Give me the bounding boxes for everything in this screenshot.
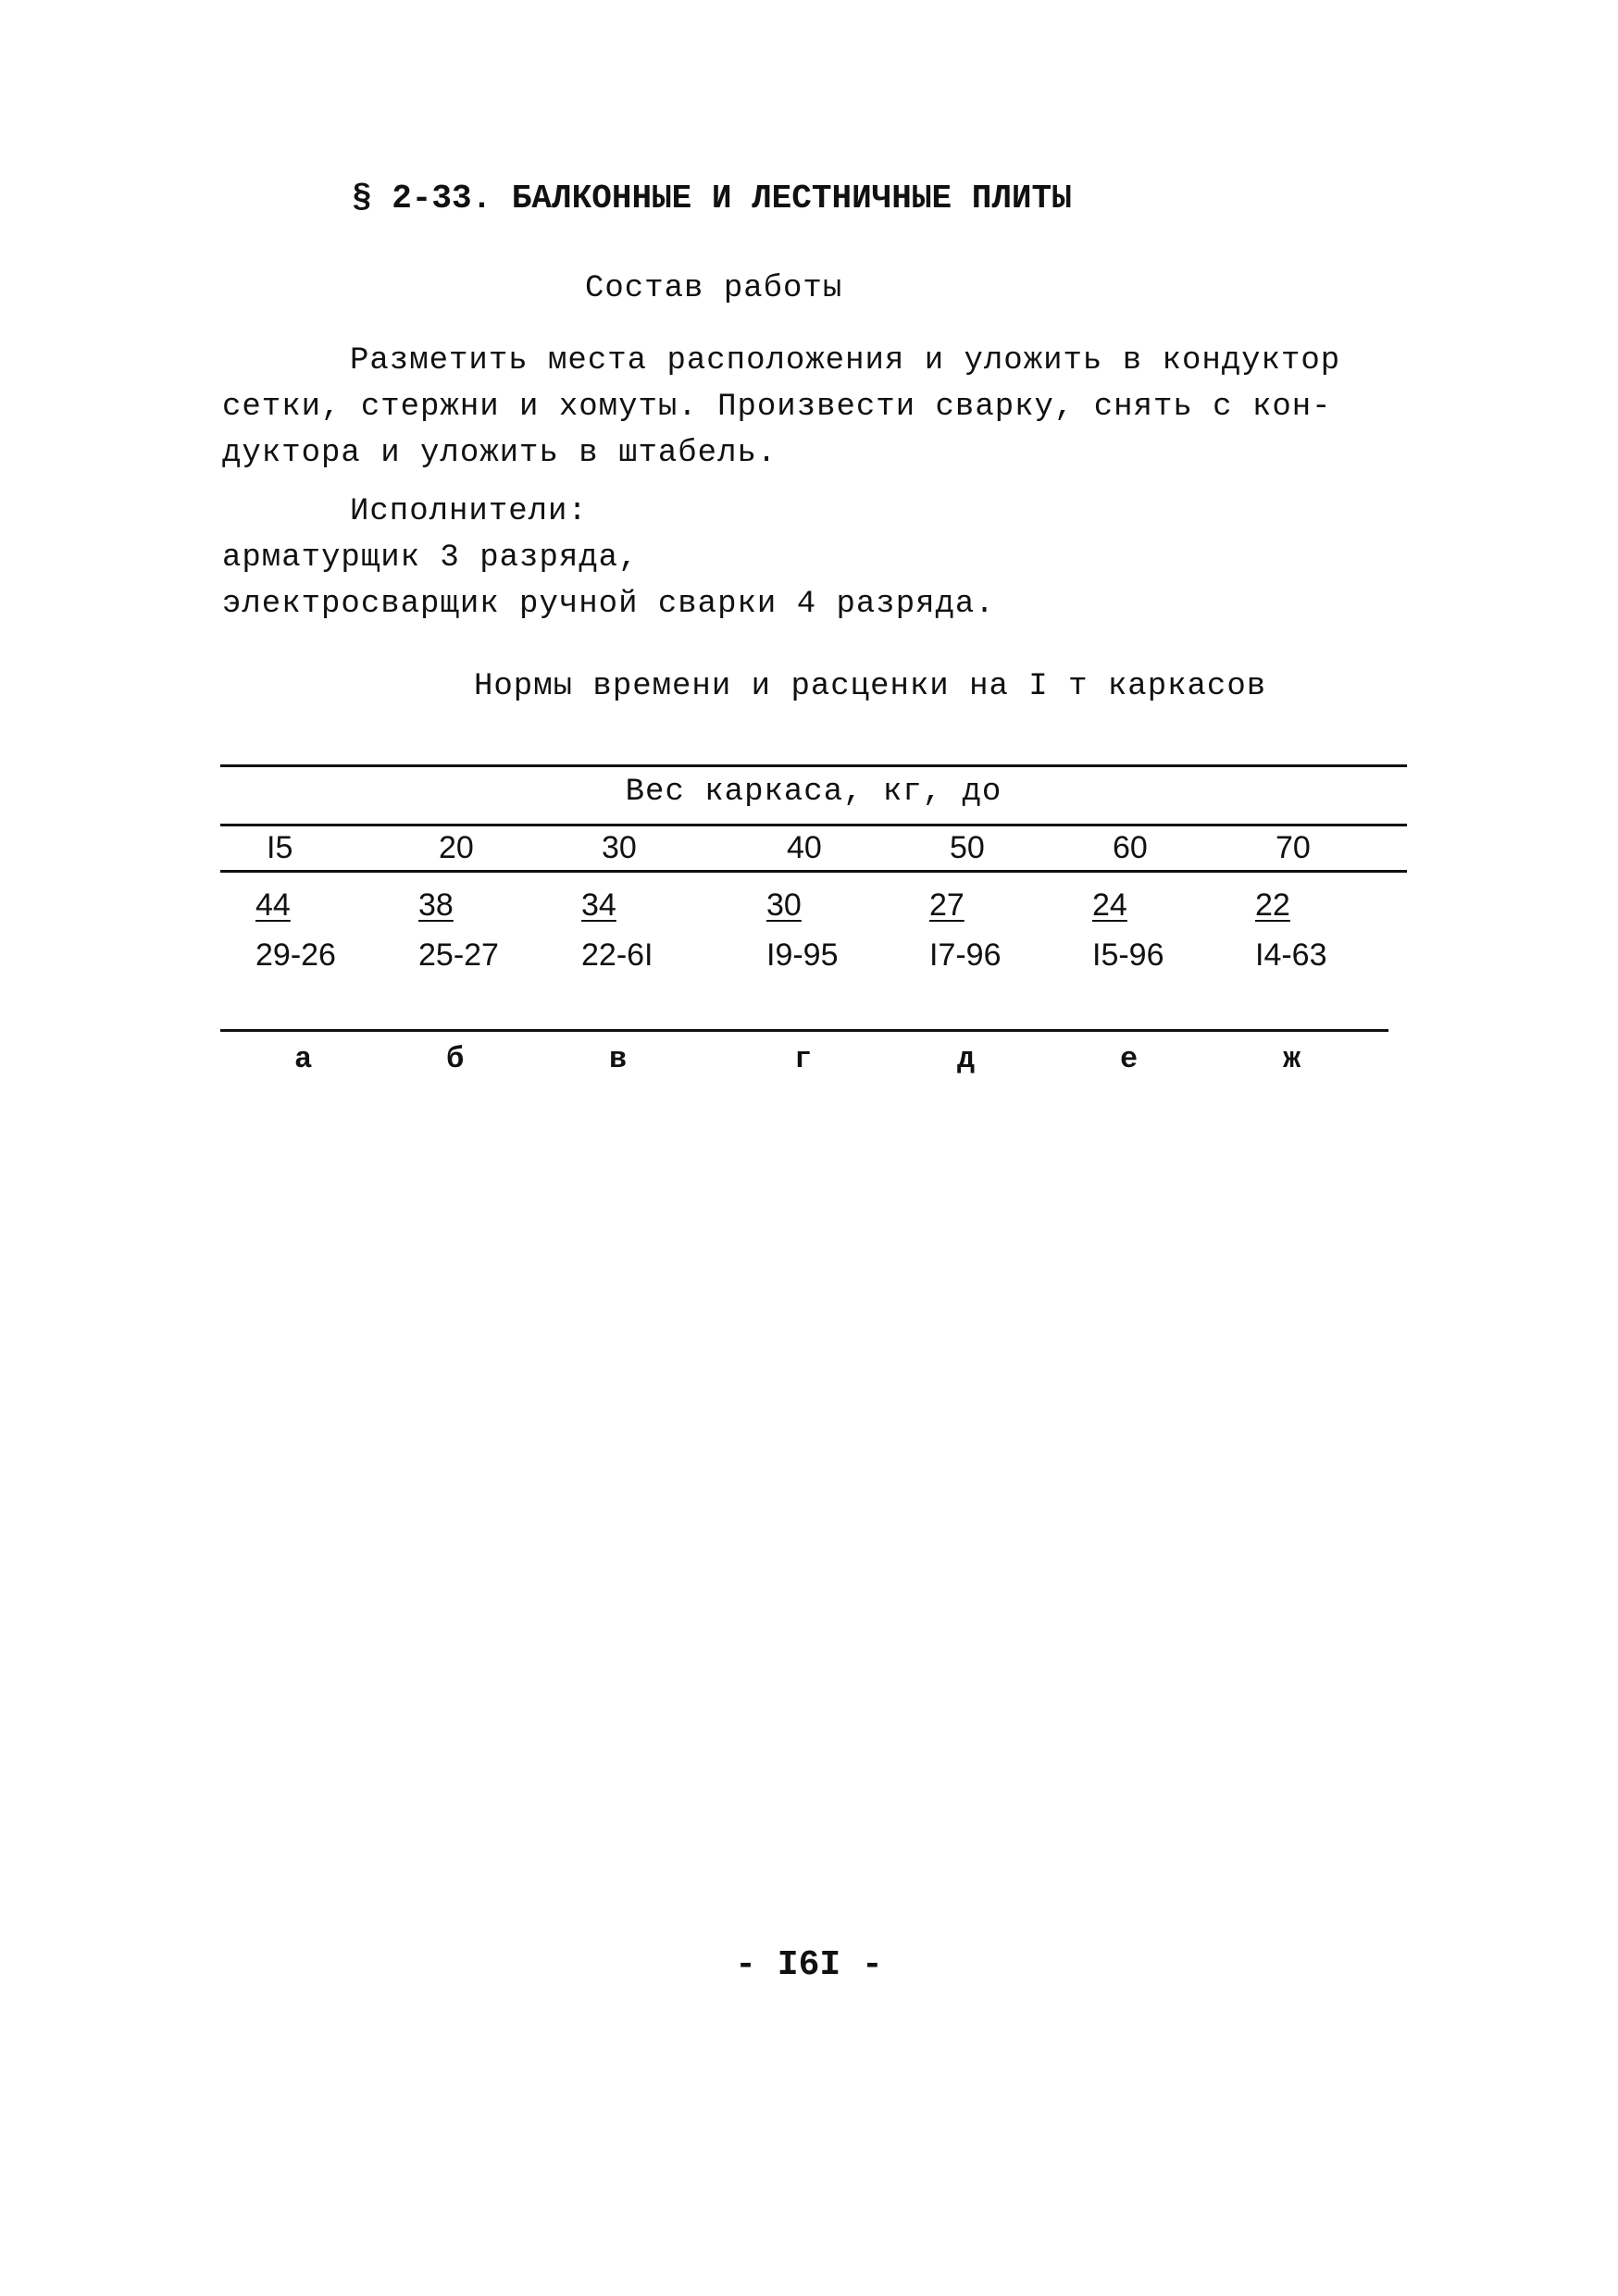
table-column xyxy=(766,0,905,1111)
work-composition-title: Состав работы xyxy=(585,271,843,306)
section-heading: § 2-33. БАЛКОННЫЕ И ЛЕСТНИЧНЫЕ ПЛИТЫ xyxy=(352,180,1072,217)
weight-cell: I5 xyxy=(267,830,293,865)
work-composition-line: Разметить места расположения и уложить в кондуктор xyxy=(350,343,1341,379)
rate-cell: I9-95 xyxy=(766,937,839,973)
time-norm-cell: 27 xyxy=(929,887,965,923)
rate-cell: I5-96 xyxy=(1092,937,1164,973)
time-norm-cell: 30 xyxy=(766,887,802,923)
time-norm-cell: 22 xyxy=(1255,887,1290,923)
rate-cell: 22-6I xyxy=(581,937,653,973)
rate-cell: I4-63 xyxy=(1255,937,1327,973)
performer-item: арматурщик 3 разряда, xyxy=(222,540,639,576)
weight-cell: 20 xyxy=(439,830,474,865)
column-letter: а xyxy=(294,1042,313,1076)
weight-cell: 70 xyxy=(1276,830,1311,865)
table-columns xyxy=(220,0,1407,1111)
column-letter: ж xyxy=(1283,1042,1301,1076)
time-norm-cell: 38 xyxy=(418,887,454,923)
rate-cell: I7-96 xyxy=(929,937,1002,973)
performer-item: электросварщик ручной сварки 4 разряда. xyxy=(222,587,995,622)
performers-title: Исполнители: xyxy=(350,494,588,529)
work-composition-line: сетки, стержни и хомуты. Произвести сварку, снять с кон- xyxy=(222,390,1332,425)
table-column xyxy=(255,0,394,1111)
column-letter: г xyxy=(794,1042,813,1076)
weight-cell: 40 xyxy=(787,830,822,865)
table-column xyxy=(1092,0,1231,1111)
table-column xyxy=(418,0,557,1111)
table-title: Нормы времени и расценки на I т каркасов xyxy=(474,669,1267,704)
time-norm-cell: 34 xyxy=(581,887,616,923)
work-composition-line: дуктора и уложить в штабель. xyxy=(222,436,778,471)
time-norm-cell: 24 xyxy=(1092,887,1127,923)
weight-cell: 60 xyxy=(1113,830,1148,865)
rate-cell: 29-26 xyxy=(255,937,336,973)
table-header: Вес каркаса, кг, до xyxy=(625,775,1002,810)
table-column xyxy=(1255,0,1394,1111)
weight-cell: 30 xyxy=(602,830,637,865)
time-norm-cell: 44 xyxy=(255,887,291,923)
page-number: - I6I - xyxy=(735,1945,883,1985)
column-letter: е xyxy=(1120,1042,1139,1076)
rate-cell: 25-27 xyxy=(418,937,499,973)
table-column xyxy=(581,0,720,1111)
table-column xyxy=(929,0,1068,1111)
column-letter: д xyxy=(957,1042,976,1076)
column-letter: б xyxy=(446,1042,465,1076)
column-letter: в xyxy=(609,1042,628,1076)
weight-cell: 50 xyxy=(950,830,985,865)
